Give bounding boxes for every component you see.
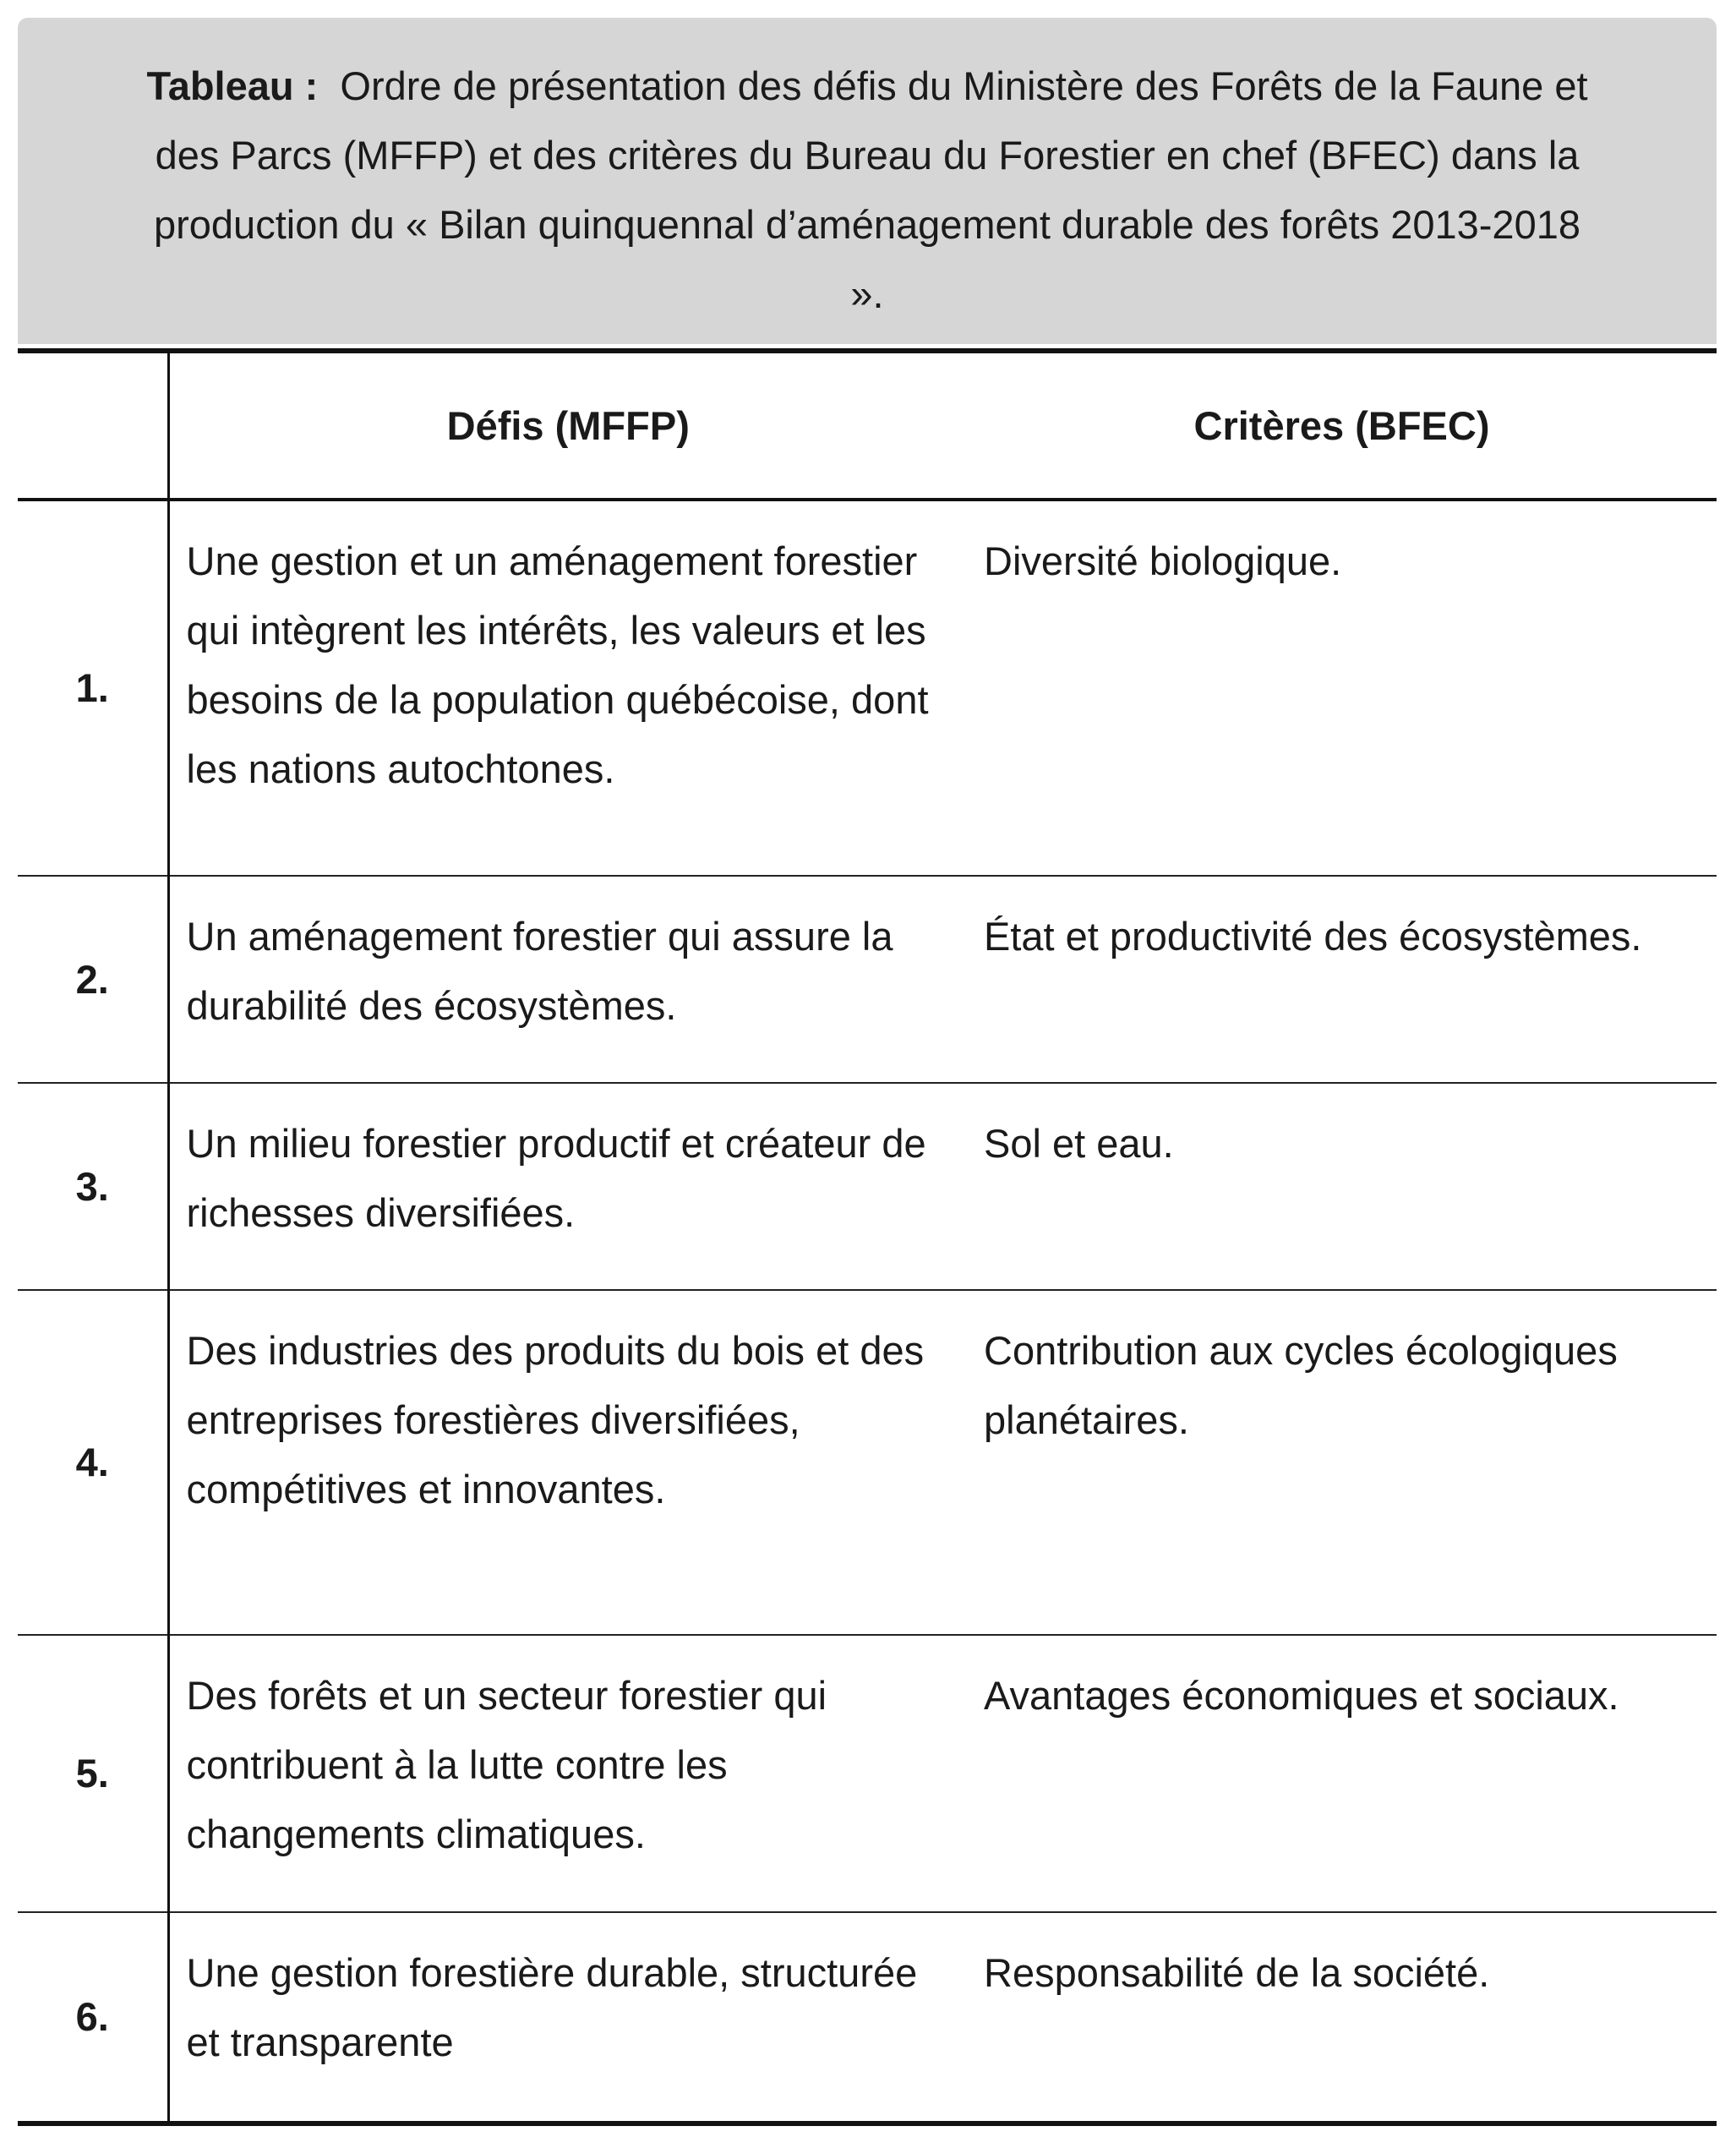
critere-cell: Responsabilité de la société.	[967, 1912, 1717, 2123]
table-row	[18, 876, 1717, 1083]
table-row	[18, 1912, 1717, 2123]
data-table	[18, 348, 1717, 2126]
table-caption	[18, 18, 1717, 344]
challenges-criteria-table	[18, 348, 1717, 2126]
table-row	[18, 1635, 1717, 1912]
row-number: 3.	[18, 1083, 168, 1290]
header-number	[18, 351, 168, 500]
header-row	[18, 351, 1717, 500]
row-number: 4.	[18, 1290, 168, 1635]
defi-cell: Une gestion forestière durable, structurée et transparente	[168, 1912, 967, 2123]
row-number: 5.	[18, 1635, 168, 1912]
defi-cell: Des industries des produits du bois et des entreprises forestières diversifiées, compétitives et innovantes.	[168, 1290, 967, 1635]
defi-cell: Des forêts et un secteur forestier qui contribuent à la lutte contre les changements climatiques.	[168, 1635, 967, 1912]
critere-cell: État et productivité des écosystèmes.	[967, 876, 1717, 1083]
table-row	[18, 1290, 1717, 1635]
row-number: 1.	[18, 500, 168, 876]
caption-text: Ordre de présentation des défis du Ministère des Forêts de la Faune et des Parcs (MFFP) et des critères du Bureau du Forestier en chef (BFEC) dans la production du « Bilan quinquennal d’aménagement durable des forêts 2013-2018 ».	[153, 63, 1588, 316]
defi-cell: Un aménagement forestier qui assure la durabilité des écosystèmes.	[168, 876, 967, 1083]
defi-cell: Un milieu forestier productif et créateur de richesses diversifiées.	[168, 1083, 967, 1290]
table-row	[18, 500, 1717, 876]
header-criteres: Critères (BFEC)	[967, 351, 1717, 500]
row-number: 2.	[18, 876, 168, 1083]
row-number: 6.	[18, 1912, 168, 2123]
defi-cell: Une gestion et un aménagement forestier qui intègrent les intérêts, les valeurs et les besoins de la population québécoise, dont les nations autochtones.	[168, 500, 967, 876]
critere-cell: Sol et eau.	[967, 1083, 1717, 1290]
critere-cell: Diversité biologique.	[967, 500, 1717, 876]
critere-cell: Avantages économiques et sociaux.	[967, 1635, 1717, 1912]
table-row	[18, 1083, 1717, 1290]
header-defis: Défis (MFFP)	[168, 351, 967, 500]
critere-cell: Contribution aux cycles écologiques planétaires.	[967, 1290, 1717, 1635]
caption-label: Tableau :	[146, 63, 319, 108]
